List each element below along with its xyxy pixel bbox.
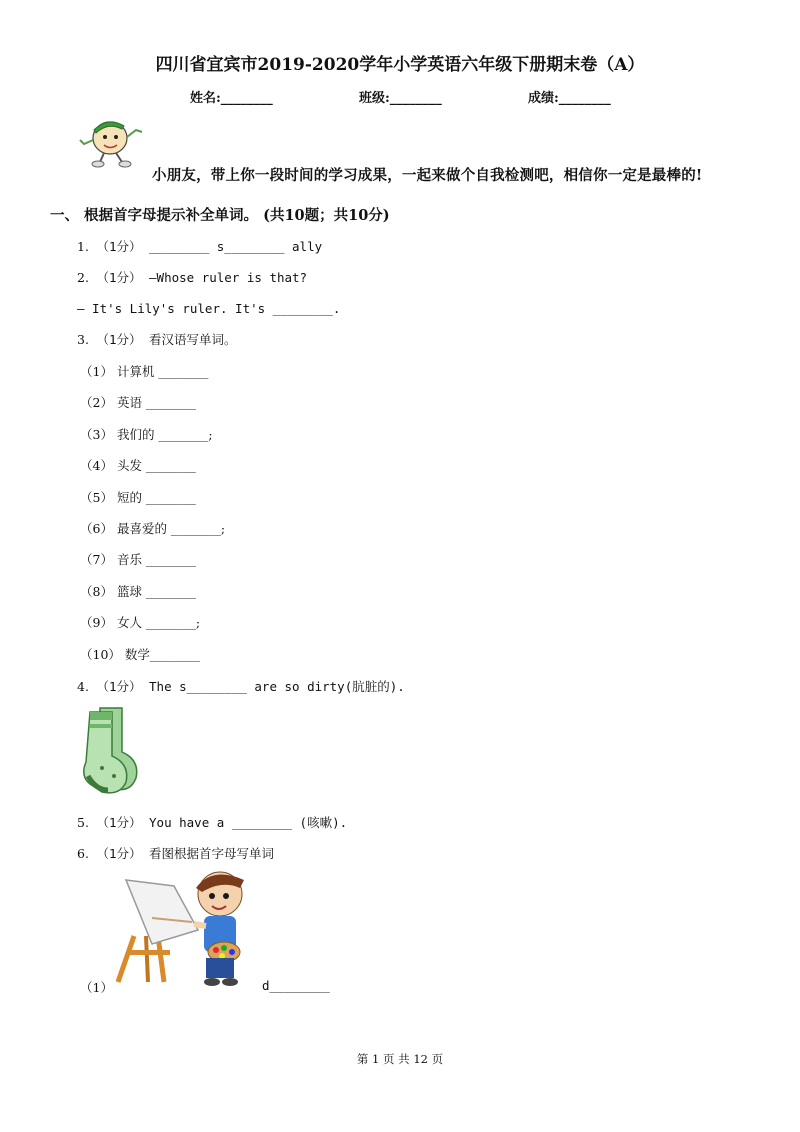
question-5 xyxy=(77,813,347,831)
question-text: 看图根据首字母写单词 xyxy=(149,846,275,861)
question-number: 1. xyxy=(77,239,89,254)
list-item: （3） 我们的 ________; xyxy=(80,427,213,442)
list-item: （2） 英语 ________ xyxy=(80,395,196,410)
list-item: （5） 短的 ________ xyxy=(80,490,196,505)
list-item: （1） 计算机 ________ xyxy=(80,364,209,379)
question-3 xyxy=(77,330,237,348)
question-score: （1分） xyxy=(96,332,142,347)
question-score: （1分） xyxy=(96,239,142,254)
score-field: 成绩:________ xyxy=(528,91,611,106)
question-text: The s________ are so dirty(肮脏的). xyxy=(149,679,405,694)
class-field: 班级:________ xyxy=(359,91,442,106)
list-item: （9） 女人 ________; xyxy=(80,615,201,630)
question-number: 6. xyxy=(77,846,89,861)
list-item: （6） 最喜爱的 ________; xyxy=(80,521,226,536)
name-field: 姓名:________ xyxy=(190,91,273,106)
question-score: （1分） xyxy=(96,270,142,285)
question-text: You have a ________ (咳嗽). xyxy=(149,815,348,830)
list-item: （8） 篮球 ________ xyxy=(80,584,196,599)
question-score: （1分） xyxy=(96,679,142,694)
intro-text: 小朋友，带上你一段时间的学习成果，一起来做个自我检测吧，相信你一定是最棒的! xyxy=(152,167,703,184)
question-6 xyxy=(77,844,274,862)
section-heading: 一、 根据首字母提示补全单词。 (共10题；共10分) xyxy=(50,207,390,224)
question-text: 看汉语写单词。 xyxy=(149,332,237,347)
list-item: （4） 头发 ________ xyxy=(80,458,196,473)
question-2 xyxy=(77,268,307,286)
question-text: ________ s________ ally xyxy=(149,239,323,254)
question-score: （1分） xyxy=(96,846,142,861)
green-socks-icon xyxy=(80,704,148,796)
question-6-sub-label: （1） xyxy=(80,980,113,995)
question-number: 5. xyxy=(77,815,89,830)
page-footer: 第 1 页 共 12 页 xyxy=(356,1052,444,1066)
question-number: 2. xyxy=(77,270,89,285)
list-item: （7） 音乐 ________ xyxy=(80,552,196,567)
list-item: （10） 数学________ xyxy=(80,647,200,662)
question-6-answer: d________ xyxy=(262,978,330,993)
question-text: —Whose ruler is that? xyxy=(149,270,308,285)
question-score: （1分） xyxy=(96,815,142,830)
page-title: 四川省宜宾市2019-2020学年小学英语六年级下册期末卷（A） xyxy=(155,55,645,75)
question-number: 4. xyxy=(77,679,89,694)
boy-painting-easel-icon xyxy=(112,866,250,992)
cartoon-mascot-icon xyxy=(78,112,148,170)
question-1 xyxy=(77,237,322,255)
question-number: 3. xyxy=(77,332,89,347)
question-4 xyxy=(77,677,405,695)
question-2-answer-line: — It's Lily's ruler. It's ________. xyxy=(77,301,341,316)
